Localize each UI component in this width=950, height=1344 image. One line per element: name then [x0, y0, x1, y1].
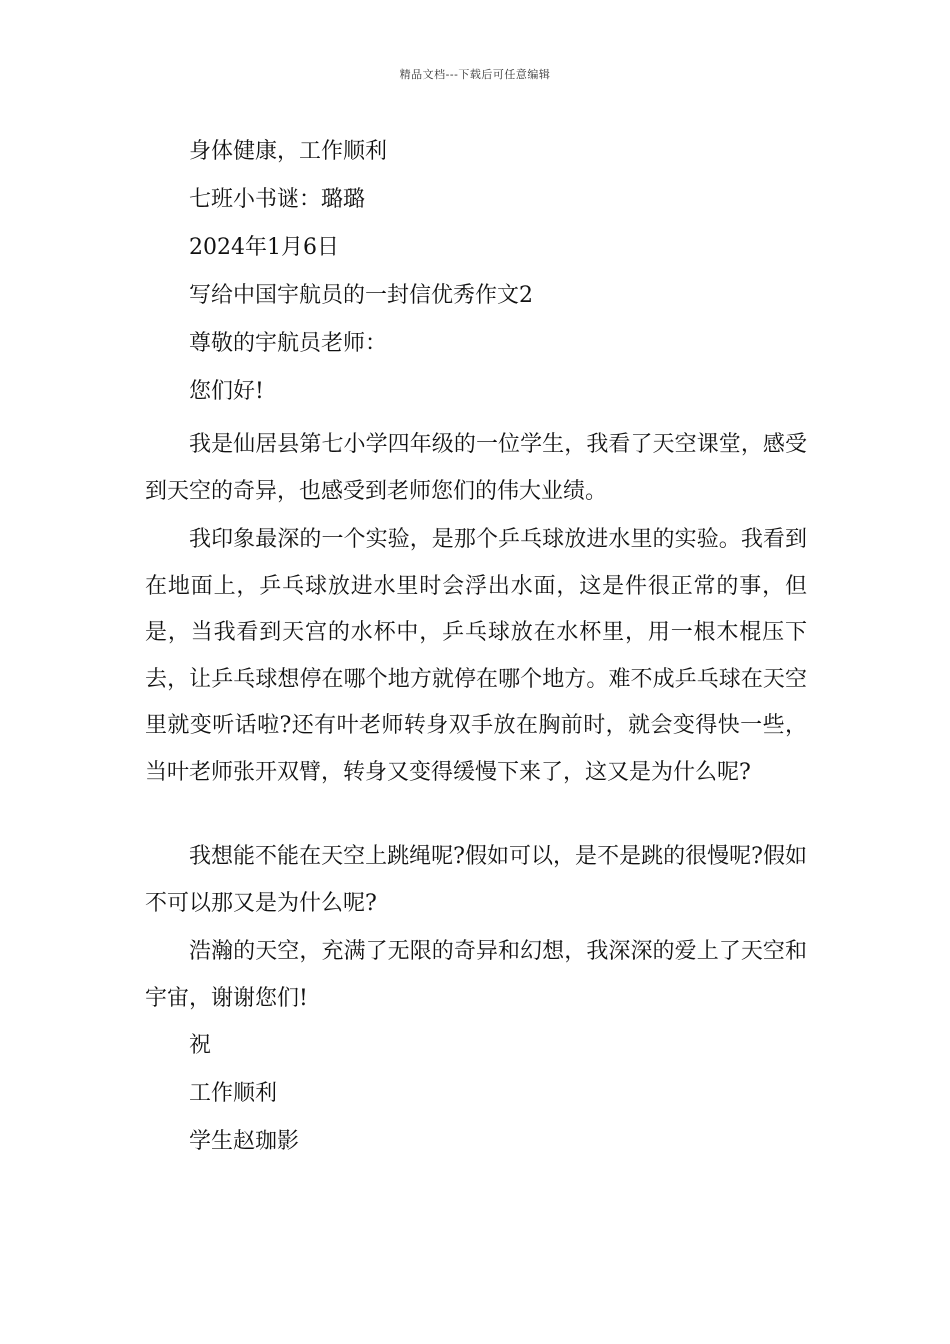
- page-header: 精品文档---下载后可任意编辑: [399, 68, 551, 81]
- greeting: 您们好!: [189, 379, 264, 404]
- date: 2024年1月6日: [189, 235, 339, 260]
- paragraph-gap: [145, 796, 807, 834]
- paragraph-thanks: 浩瀚的天空，充满了无限的奇异和幻想，我深深的爱上了天空和宇宙，谢谢您们!: [145, 939, 807, 1011]
- signature-student: 学生赵珈影: [189, 1129, 300, 1154]
- paragraph-intro: 我是仙居县第七小学四年级的一位学生，我看了天空课堂，感受到天空的奇异，也感受到老师您们的伟大业绩。: [145, 432, 807, 504]
- paragraph-experiment: 我印象最深的一个实验，是那个乒乓球放进水里的实验。我看到在地面上，乒乓球放进水里时会浮出水面，这是件很正常的事，但是，当我看到天宫的水杯中，乒乓球放在水杯里，用一根木棍压下去，让乒乓球想停在哪个地方就停在哪个地方。难不成乒乓球在天空里就变听话啦?还有叶老师转身双手放在胸前时，就会变得快一些，当叶老师张开双臂，转身又变得缓慢下来了，这又是为什么呢?: [145, 527, 807, 785]
- essay-title: 写给中国宇航员的一封信优秀作文2: [189, 283, 533, 308]
- closing-zhu: 祝: [189, 1033, 212, 1058]
- salutation: 尊敬的宇航员老师：: [189, 331, 388, 356]
- document-body: [145, 128, 807, 1166]
- signature: 七班小书谜：璐璐: [189, 187, 366, 212]
- closing-wish: 身体健康，工作顺利: [189, 139, 388, 164]
- closing-work: 工作顺利: [189, 1081, 278, 1106]
- paragraph-question: 我想能不能在天空上跳绳呢?假如可以，是不是跳的很慢呢?假如不可以那又是为什么呢?: [145, 844, 807, 916]
